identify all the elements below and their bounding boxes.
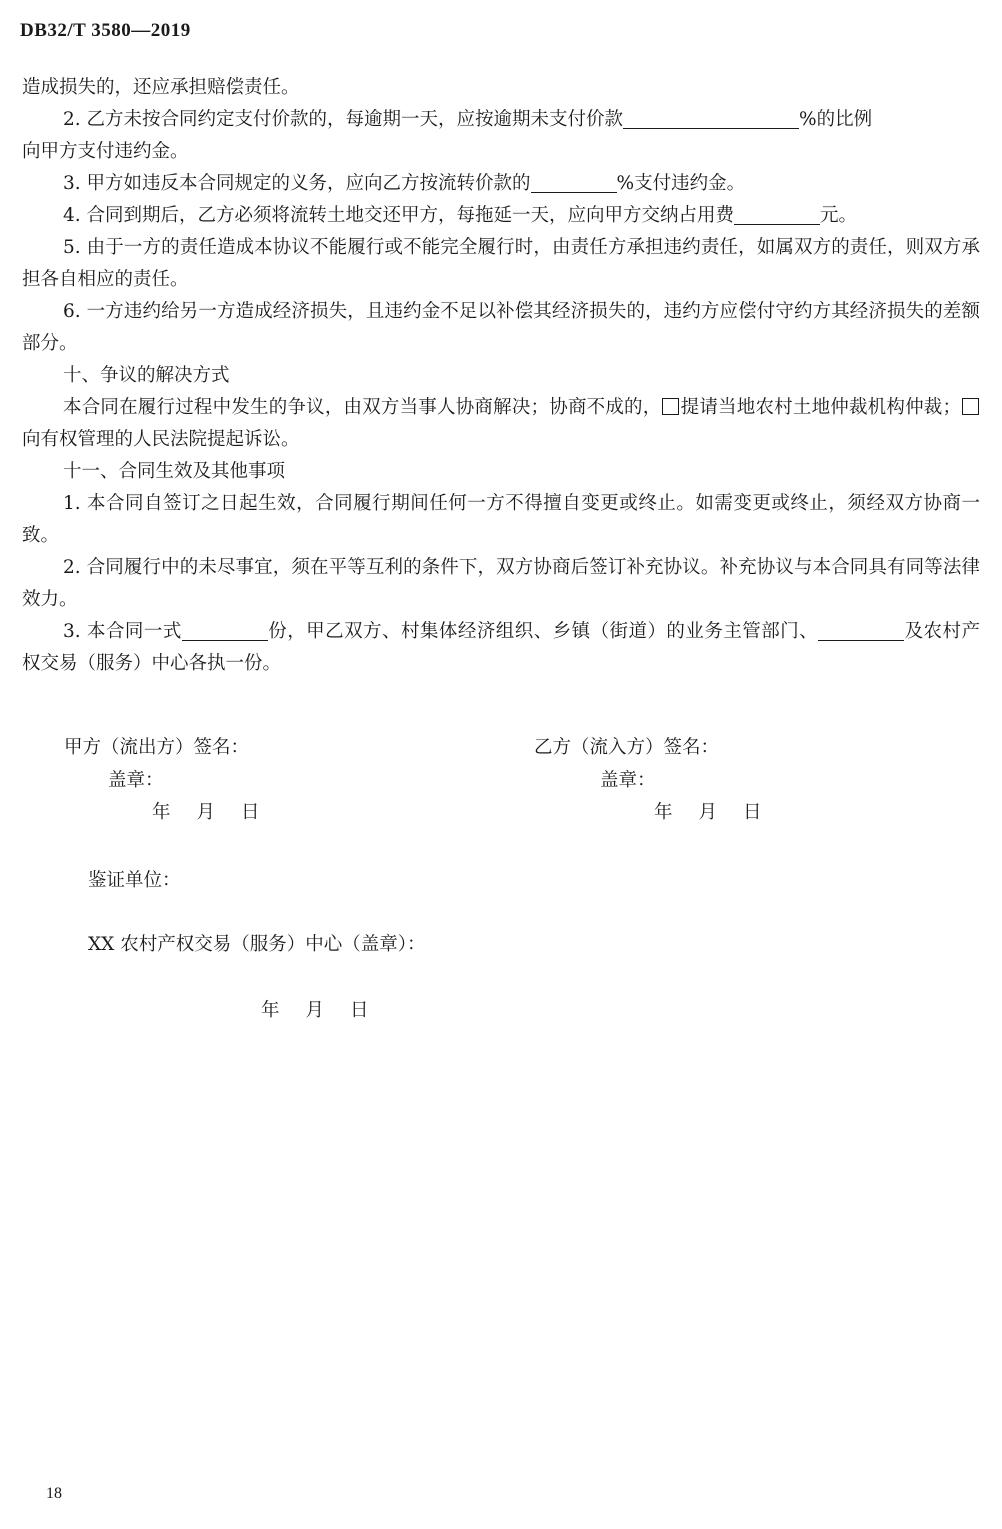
clause-4 — [22, 200, 980, 232]
section-11-item-3 — [22, 616, 980, 680]
party-a-signature-label: 甲方（流出方）签名： — [64, 737, 250, 758]
item-3-tail: 及农村产权交易（服务）中心各执一份。 — [22, 621, 980, 674]
clause-2-percent: %的比例 — [799, 109, 873, 130]
party-b-signature-label: 乙方（流入方）签名： — [534, 737, 720, 758]
section-11-heading: 十一、合同生效及其他事项 — [63, 461, 286, 482]
page-number: 18 — [46, 1485, 62, 1502]
arbitration-checkbox[interactable] — [662, 398, 679, 415]
month-label: 月 — [698, 802, 718, 823]
section-10-text — [22, 392, 980, 456]
clause-2-text: 2. 乙方未按合同约定支付价款的，每逾期一天，应按逾期未支付价款 — [63, 109, 624, 130]
blank-field[interactable] — [531, 172, 617, 193]
year-label: 年 — [152, 802, 171, 823]
blank-field[interactable] — [182, 620, 268, 641]
month-label: 月 — [196, 802, 216, 823]
party-a-seal-label: 盖章： — [108, 770, 164, 791]
party-b-seal-label: 盖章： — [600, 770, 656, 791]
day-label: 日 — [241, 802, 260, 823]
litigation-option: 向有权管理的人民法院提起诉讼。 — [22, 429, 300, 450]
clause-2-cont: 向甲方支付违约金。 — [22, 141, 189, 162]
clause-4-text: 4. 合同到期后，乙方必须将流转土地交还甲方，每拖延一天，应向甲方交纳占用费 — [63, 205, 735, 226]
section-11-item-1: 1. 本合同自签订之日起生效，合同履行期间任何一方不得擅自变更或终止。如需变更或终止，须经双方协商一致。 — [22, 493, 980, 546]
year-label: 年 — [261, 1000, 280, 1021]
clause-4-tail: 元。 — [820, 205, 858, 226]
verification-date — [261, 996, 369, 1022]
section-10-heading: 十、争议的解决方式 — [63, 365, 230, 386]
clause-3-text: 3. 甲方如违反本合同规定的义务，应向乙方按流转价款的 — [63, 173, 531, 194]
party-a-date — [152, 798, 260, 824]
blank-field[interactable] — [623, 108, 799, 129]
blank-field[interactable] — [818, 620, 904, 641]
month-label: 月 — [305, 1000, 325, 1021]
item-3-text: 3. 本合同一式 — [63, 621, 182, 642]
clause-3 — [22, 168, 980, 200]
item-3-middle: 份，甲乙双方、村集体经济组织、乡镇（街道）的业务主管部门、 — [267, 621, 819, 642]
document-body — [22, 72, 980, 680]
standard-code: DB32/T 3580—2019 — [20, 20, 191, 41]
year-label: 年 — [654, 802, 673, 823]
day-label: 日 — [743, 802, 762, 823]
verification-center-label: XX 农村产权交易（服务）中心（盖章）： — [88, 934, 426, 955]
litigation-checkbox[interactable] — [962, 398, 979, 415]
section-11-item-2: 2. 合同履行中的未尽事宜，须在平等互利的条件下，双方协商后签订补充协议。补充协议与本合同具有同等法律效力。 — [22, 557, 980, 610]
verification-unit-label: 鉴证单位： — [88, 870, 181, 891]
paragraph-continuation: 造成损失的，还应承担赔偿责任。 — [22, 77, 300, 98]
clause-5: 5. 由于一方的责任造成本协议不能履行或不能完全履行时，由责任方承担违约责任，如属双方的责任，则双方承担各自相应的责任。 — [22, 237, 980, 290]
clause-3-tail: %支付违约金。 — [616, 173, 746, 194]
clause-2 — [22, 104, 980, 168]
dispute-text: 本合同在履行过程中发生的争议，由双方当事人协商解决；协商不成的， — [63, 397, 662, 418]
clause-6: 6. 一方违约给另一方造成经济损失，且违约金不足以补偿其经济损失的，违约方应偿付守约方其经济损失的差额部分。 — [22, 301, 980, 354]
arbitration-option: 提请当地农村土地仲裁机构仲裁； — [680, 397, 961, 418]
party-b-date — [654, 798, 762, 824]
blank-field[interactable] — [734, 204, 820, 225]
day-label: 日 — [350, 1000, 369, 1021]
